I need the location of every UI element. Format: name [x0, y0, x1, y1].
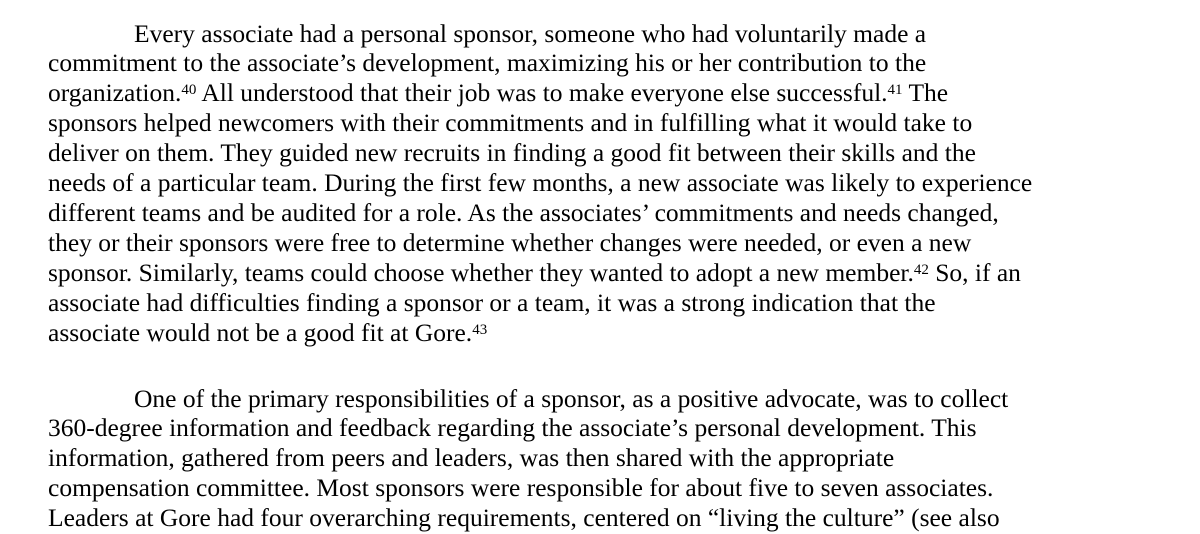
footnote-marker[interactable]: 43	[472, 322, 488, 338]
text-line: they or their sponsors were free to determine whether changes were needed, or even a new	[48, 228, 972, 257]
text-line: associate would not be a good fit at Gore.$^{43}$	[48, 318, 488, 347]
footnote-marker[interactable]: 40	[181, 82, 197, 98]
text-line: compensation committee. Most sponsors were responsible for about five to seven associates.	[48, 473, 994, 502]
text-line: One of the primary responsibilities of a sponsor, as a positive advocate, was to collect	[134, 384, 1009, 413]
footnote-marker[interactable]: 42	[913, 262, 929, 278]
text-line: Every associate had a personal sponsor, someone who had voluntarily made a	[134, 19, 927, 48]
text-line: sponsor. Similarly, teams could choose whether they wanted to adopt a new member.$^{42}$ So, if an	[48, 258, 1021, 287]
text-line: different teams and be audited for a role. As the associates’ commitments and needs changed,	[48, 198, 999, 227]
text-line: needs of a particular team. During the first few months, a new associate was likely to experience	[48, 168, 1033, 197]
text-line: information, gathered from peers and leaders, was then shared with the appropriate	[48, 443, 895, 472]
text-line: commitment to the associate’s development, maximizing his or her contribution to the	[48, 48, 927, 77]
footnote-marker[interactable]: 41	[887, 82, 903, 98]
text-line: Leaders at Gore had four overarching requirements, centered on “living the culture” (see also	[48, 503, 1000, 532]
text-line: sponsors helped newcomers with their commitments and in fulfilling what it would take to	[48, 108, 973, 137]
text-line: deliver on them. They guided new recruits in finding a good fit between their skills and the	[48, 138, 976, 167]
text-line: organization.$^{40}$ All understood that their job was to make everyone else successful.$^{41}$ The	[48, 78, 949, 107]
text-line: associate had difficulties finding a sponsor or a team, it was a strong indication that the	[48, 288, 936, 317]
text-line: 360-degree information and feedback regarding the associate’s personal development. This	[48, 413, 977, 442]
